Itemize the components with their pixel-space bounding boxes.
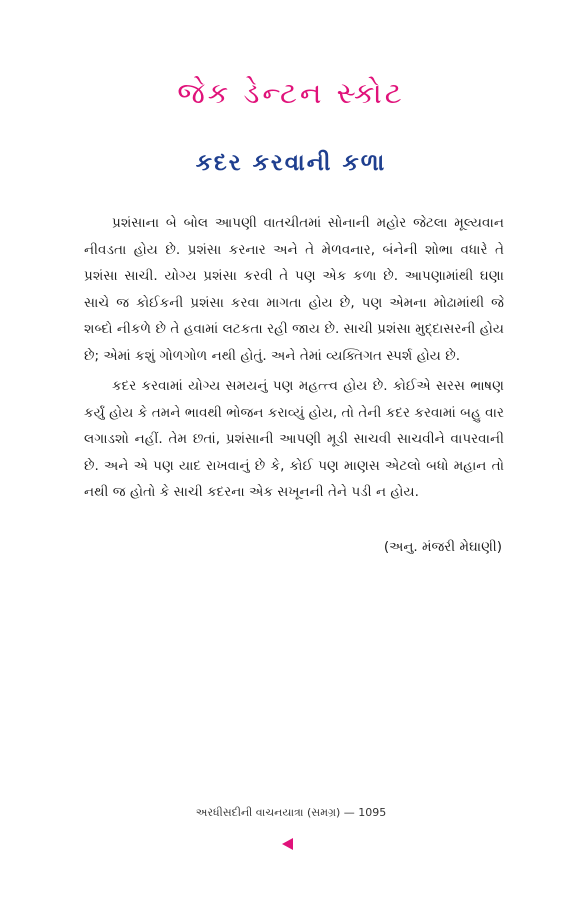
paragraph: પ્રશંસાના બે બોલ આપણી વાતચીતમાં સોનાની મહોર જેટલા મૂલ્યવાન નીવડતા હોય છે. પ્રશંસા કરનાર અને તે મેળવનાર, બંનેની શોભા વધારે તે પ્રશંસા સાચી. યોગ્ય પ્રશંસા કરવી તે પણ એક કળા છે. આપણામાંથી ઘણા સાચે જ કોઈકની પ્રશંસા કરવા માગતા હોય છે, પણ એમના મોઢામાંથી જે શબ્દો નીકળે છે તે હવામાં લટકતા રહી જાય છે. સાચી પ્રશંસા મુદ્દાસરની હોય છે; એમાં કશું ગોળગોળ નથી હોતું. અને તેમાં વ્યક્તિગત સ્પર્શ હોય છે. xyxy=(84,215,504,364)
article-title: કદર કરવાની કળા xyxy=(195,150,387,176)
author-name: જેક ડેન્ટન સ્કોટ xyxy=(177,76,405,110)
translator-credit: (અનુ. મંજરી મેઘાણી) xyxy=(383,539,502,555)
article-body xyxy=(84,210,504,506)
page-footer: અરધીસદીની વાચનયાત્રા (સમગ્ર) — 1095 xyxy=(195,806,387,819)
paragraph: કદર કરવામાં યોગ્ય સમયનું પણ મહત્ત્વ હોય છે. કોઈએ સરસ ભાષણ કર્યું હોય કે તમને ભાવથી ભોજન કરાવ્યું હોય, તો તેની કદર કરવામાં બહુ વાર લગાડશો નહીં. તેમ છતાં, પ્રશંસાની આપણી મૂડી સાચવી સાચવીને વાપરવાની છે. અને એ પણ યાદ રાખવાનું છે કે, કોઈ પણ માણસ એટલો બધો મહાન તો નથી જ હોતો કે સાચી કદરના એક સખૂનની તેને પડી ન હોય. xyxy=(84,378,504,500)
previous-page-arrow-icon[interactable] xyxy=(282,838,293,850)
